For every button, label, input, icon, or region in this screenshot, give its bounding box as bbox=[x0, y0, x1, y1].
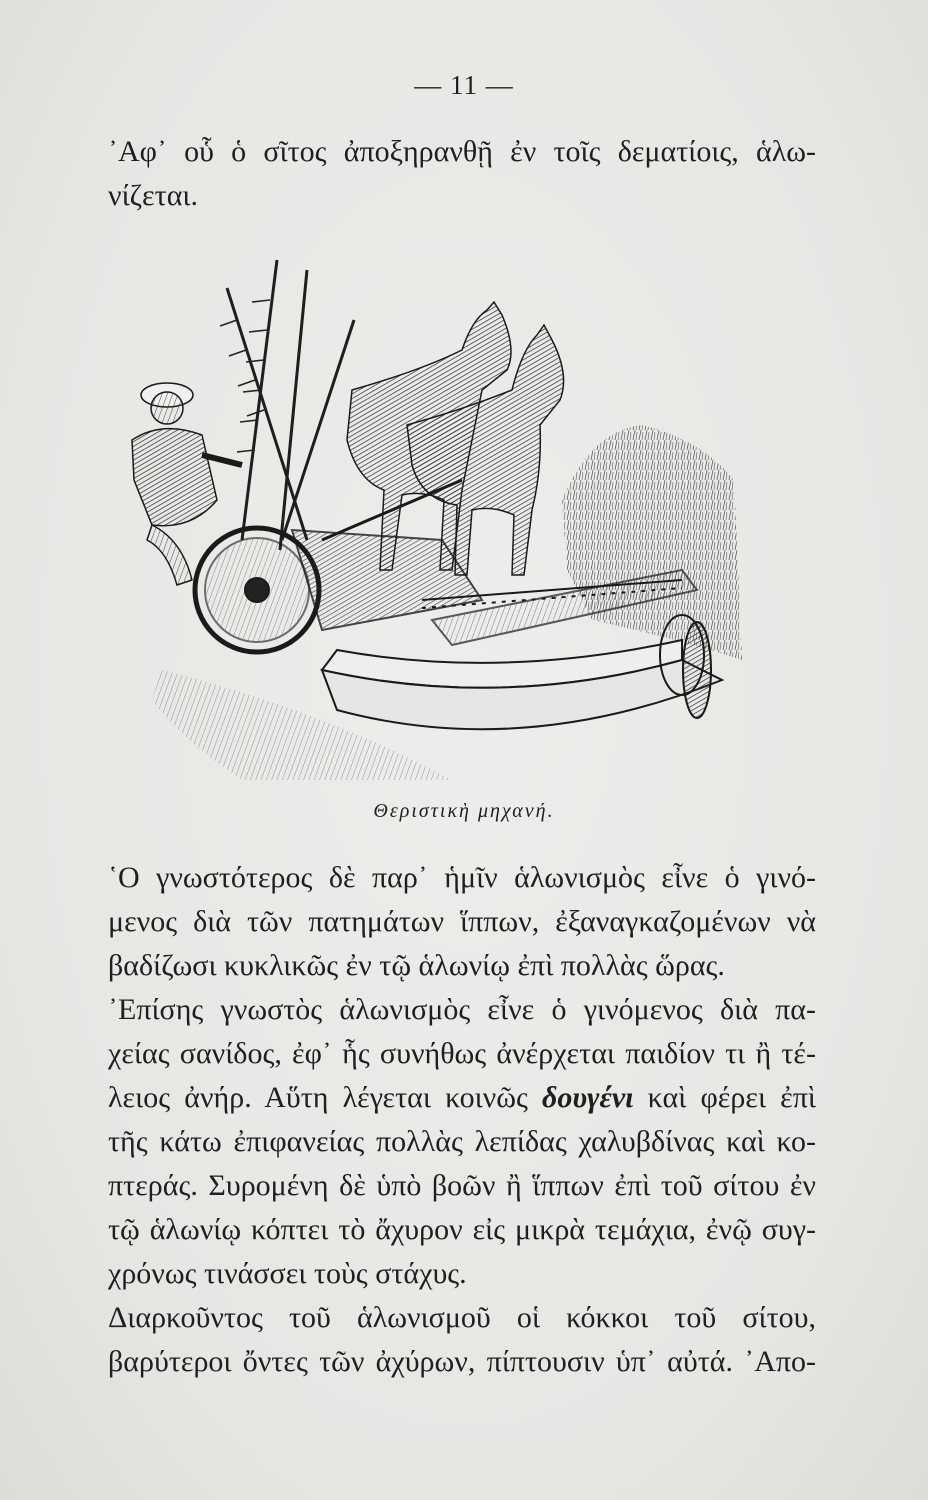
emphasized-term: δουγένι bbox=[542, 1081, 634, 1114]
text-line: χείας σανίδος, ἐφ᾽ ἧς συνήθως ἀνέρχεται παιδίον τι ἢ τέ- bbox=[108, 1037, 816, 1070]
intro-paragraph bbox=[108, 130, 816, 218]
text-line: ᾽Επίσης γνωστὸς ἁλωνισμὸς εἶνε ὁ γινόμενος διὰ πα- bbox=[108, 993, 816, 1026]
figure-caption: Θεριστικὴ μηχανή. bbox=[373, 800, 555, 822]
text-line: τῷ ἁλωνίῳ κόπτει τὸ ἄχυρον εἰς μικρὰ τεμάχια, ἐνῷ συγ- bbox=[108, 1213, 816, 1246]
text-fragment: καὶ φέρει ἐπὶ bbox=[633, 1081, 816, 1114]
paragraph-1 bbox=[108, 856, 816, 988]
text-line: ᾽Αφ᾽ οὗ ὁ σῖτος ἀποξηρανθῇ ἐν τοῖς δεματίοις, ἁλω- bbox=[108, 135, 816, 168]
text-line: χρόνως τινάσσει τοὺς στάχυς. bbox=[108, 1257, 467, 1290]
text-fragment: λειος ἀνήρ. Αὕτη λέγεται κοινῶς bbox=[108, 1081, 542, 1114]
text-line: βαρύτεροι ὄντες τῶν ἀχύρων, πίπτουσιν ὑπ᾽ αὐτά. ᾽Απο- bbox=[108, 1345, 816, 1378]
text-line: Διαρκοῦντος τοῦ ἁλωνισμοῦ οἱ κόκκοι τοῦ σίτου, bbox=[108, 1301, 816, 1334]
horses bbox=[347, 302, 564, 575]
text-line bbox=[108, 1076, 816, 1120]
reaping-machine-illustration bbox=[122, 240, 752, 800]
text-line: νίζεται. bbox=[108, 179, 198, 212]
body-text bbox=[108, 856, 816, 1384]
paragraph-3 bbox=[108, 1296, 816, 1384]
page-number: — 11 — bbox=[414, 70, 514, 100]
text-line: μενος διὰ τῶν πατημάτων ἵππων, ἐξαναγκαζομένων νὰ bbox=[108, 905, 816, 938]
text-line: βαδίζωσι κυκλικῶς ἐν τῷ ἁλωνίῳ ἐπὶ πολλὰς ὥρας. bbox=[108, 949, 725, 982]
wheat-field bbox=[562, 425, 742, 660]
text-line: τῆς κάτω ἐπιφανείας πολλὰς λεπίδας χαλυβδίνας καὶ κο- bbox=[108, 1125, 816, 1158]
text-line: πτεράς. Συρομένη δὲ ὑπὸ βοῶν ἢ ἵππων ἐπὶ τοῦ σίτου ἐν bbox=[108, 1169, 816, 1202]
paragraph-2 bbox=[108, 988, 816, 1296]
reel-arms bbox=[227, 260, 354, 550]
text-line: ῾Ο γνωστότερος δὲ παρ᾽ ἡμῖν ἁλωνισμὸς εἶνε ὁ γινό- bbox=[108, 861, 816, 894]
